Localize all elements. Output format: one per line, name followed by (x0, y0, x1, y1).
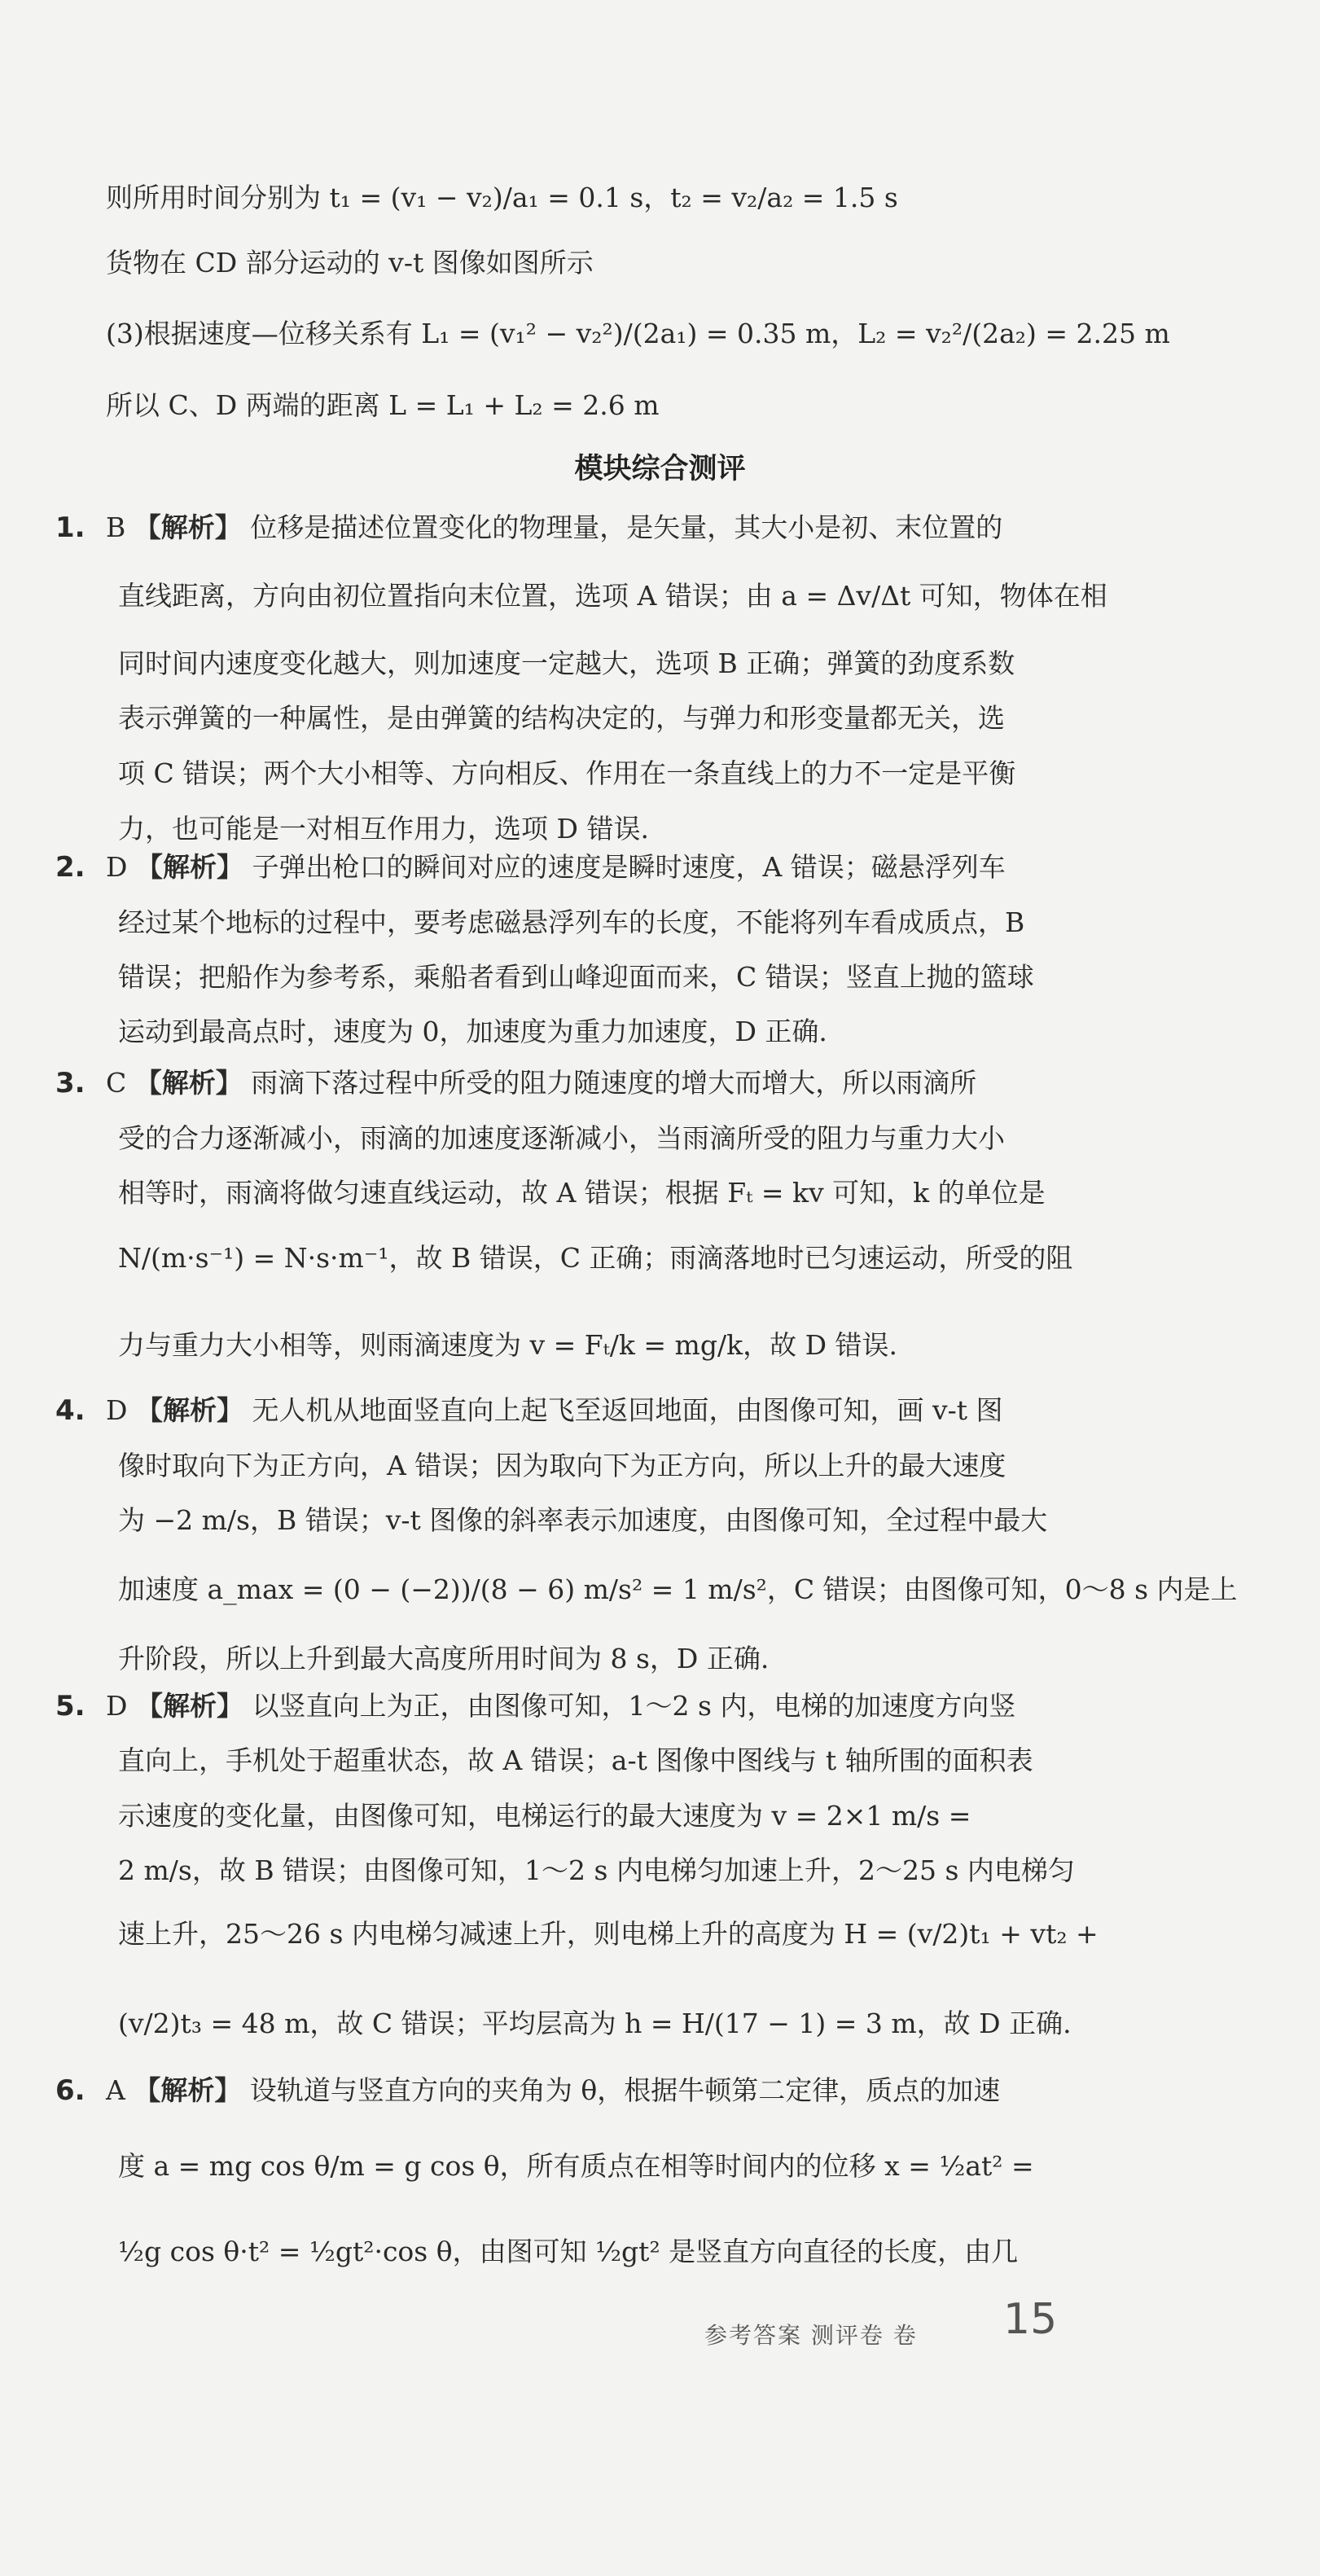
analysis-tag: 【解析】 (134, 1067, 243, 1099)
question-4-line-1 (106, 1394, 1043, 1427)
question-number: 6. (55, 2074, 86, 2107)
section-title: 模块综合测评 (574, 453, 746, 485)
continuation-line-4: 所以 C、D 两端的距离 L = L₁ + L₂ = 2.6 m (106, 389, 660, 421)
question-1-line-1 (106, 511, 1043, 544)
question-3-line-2: 受的合力逐渐减小，雨滴的加速度逐渐减小，当雨滴所受的阻力与重力大小 (118, 1122, 1005, 1154)
question-4-line-2: 像时取向下为正方向，A 错误；因为取向下为正方向，所以上升的最大速度 (118, 1450, 1006, 1481)
question-1-line-4: 表示弹簧的一种属性，是由弹簧的结构决定的，与弹力和形变量都无关，选 (118, 702, 1005, 734)
answer-letter: A (106, 2074, 125, 2106)
question-3-line-1 (106, 1067, 1043, 1099)
analysis-tag: 【解析】 (135, 851, 243, 883)
answer-letter: D (106, 1690, 128, 1722)
explanation-text: 雨滴下落过程中所受的阻力随速度的增大而增大，所以雨滴所 (251, 1067, 977, 1099)
question-4-line-3: 为 −2 m/s，B 错误；v-t 图像的斜率表示加速度，由图像可知，全过程中最大 (118, 1504, 1048, 1536)
question-6-line-1 (106, 2074, 1043, 2107)
analysis-tag: 【解析】 (134, 511, 242, 543)
question-2-line-1 (106, 851, 1043, 884)
question-5-line-4: 2 m/s，故 B 错误；由图像可知，1～2 s 内电梯匀加速上升，2～25 s 内电梯匀 (118, 1854, 1075, 1886)
explanation-text: 设轨道与竖直方向的夹角为 θ，根据牛顿第二定律，质点的加速 (249, 2074, 1001, 2106)
question-1-line-5: 项 C 错误；两个大小相等、方向相反、作用在一条直线上的力不一定是平衡 (118, 757, 1016, 789)
question-number: 4. (55, 1394, 86, 1427)
explanation-text: 子弹出枪口的瞬间对应的速度是瞬时速度，A 错误；磁悬浮列车 (252, 851, 1006, 883)
continuation-line-1: 则所用时间分别为 t₁ = (v₁ − v₂)/a₁ = 0.1 s，t₂ = v₂/a₂ = 1.5 s (106, 182, 898, 213)
question-number: 2. (55, 851, 86, 884)
answer-letter: B (106, 511, 126, 543)
footer-label: 参考答案 测评卷 卷 (704, 2322, 918, 2349)
question-number: 3. (55, 1067, 86, 1099)
answer-letter: C (106, 1067, 127, 1099)
question-2-line-3: 错误；把船作为参考系，乘船者看到山峰迎面而来，C 错误；竖直上抛的篮球 (118, 961, 1034, 993)
question-4-line-5: 升阶段，所以上升到最大高度所用时间为 8 s，D 正确. (118, 1643, 770, 1674)
answer-letter: D (106, 851, 128, 883)
question-1-line-2: 直线距离，方向由初位置指向末位置，选项 A 错误；由 a = Δv/Δt 可知，物体在相 (118, 580, 1107, 612)
answer-letter: D (106, 1394, 128, 1426)
explanation-text: 无人机从地面竖直向上起飞至返回地面，由图像可知，画 v-t 图 (252, 1394, 1003, 1426)
question-6-line-3: ½g cos θ·t² = ½gt²·cos θ，由图可知 ½gt² 是竖直方向直径的长度，由几 (118, 2236, 1019, 2267)
question-1-line-3: 同时间内速度变化越大，则加速度一定越大，选项 B 正确；弹簧的劲度系数 (118, 647, 1015, 679)
question-number: 5. (55, 1690, 86, 1722)
question-2-line-4: 运动到最高点时，速度为 0，加速度为重力加速度，D 正确. (118, 1016, 827, 1047)
explanation-text: 位移是描述位置变化的物理量，是矢量，其大小是初、末位置的 (250, 511, 1003, 543)
explanation-text: 以竖直向上为正，由图像可知，1～2 s 内，电梯的加速度方向竖 (252, 1690, 1016, 1722)
question-5-line-3: 示速度的变化量，由图像可知，电梯运行的最大速度为 v = 2×1 m/s = (118, 1800, 971, 1832)
analysis-tag: 【解析】 (135, 1690, 243, 1722)
question-5-line-5: 速上升，25～26 s 内电梯匀减速上升，则电梯上升的高度为 H = (v/2)t₁ + vt₂ + (118, 1918, 1099, 1950)
analysis-tag: 【解析】 (134, 2074, 242, 2106)
question-1-line-6: 力，也可能是一对相互作用力，选项 D 错误. (118, 813, 649, 845)
question-3-line-5: 力与重力大小相等，则雨滴速度为 v = Fₜ/k = mg/k，故 D 错误. (118, 1329, 897, 1361)
page-number: 15 (1003, 2295, 1058, 2344)
question-3-line-4: N/(m·s⁻¹) = N·s·m⁻¹，故 B 错误，C 正确；雨滴落地时已匀速运动，所受的阻 (118, 1242, 1073, 1274)
analysis-tag: 【解析】 (135, 1394, 243, 1426)
question-5-line-6: (v/2)t₃ = 48 m，故 C 错误；平均层高为 h = H/(17 − 1) = 3 m，故 D 正确. (118, 2008, 1072, 2039)
question-3-line-3: 相等时，雨滴将做匀速直线运动，故 A 错误；根据 Fₜ = kv 可知，k 的单位是 (118, 1177, 1046, 1209)
question-2-line-2: 经过某个地标的过程中，要考虑磁悬浮列车的长度，不能将列车看成质点，B (118, 906, 1025, 938)
question-5-line-2: 直向上，手机处于超重状态，故 A 错误；a-t 图像中图线与 t 轴所围的面积表 (118, 1744, 1033, 1776)
continuation-line-2: 货物在 CD 部分运动的 v-t 图像如图所示 (106, 247, 594, 279)
question-4-line-4: 加速度 a_max = (0 − (−2))/(8 − 6) m/s² = 1 m/s²，C 错误；由图像可知，0～8 s 内是上 (118, 1573, 1238, 1605)
question-number: 1. (55, 511, 86, 544)
continuation-line-3: (3)根据速度—位移关系有 L₁ = (v₁² − v₂²)/(2a₁) = 0.35 m，L₂ = v₂²/(2a₂) = 2.25 m (106, 318, 1170, 349)
question-5-line-1 (106, 1690, 1043, 1722)
question-6-line-2: 度 a = mg cos θ/m = g cos θ，所有质点在相等时间内的位移 x = ½at² = (118, 2150, 1034, 2182)
